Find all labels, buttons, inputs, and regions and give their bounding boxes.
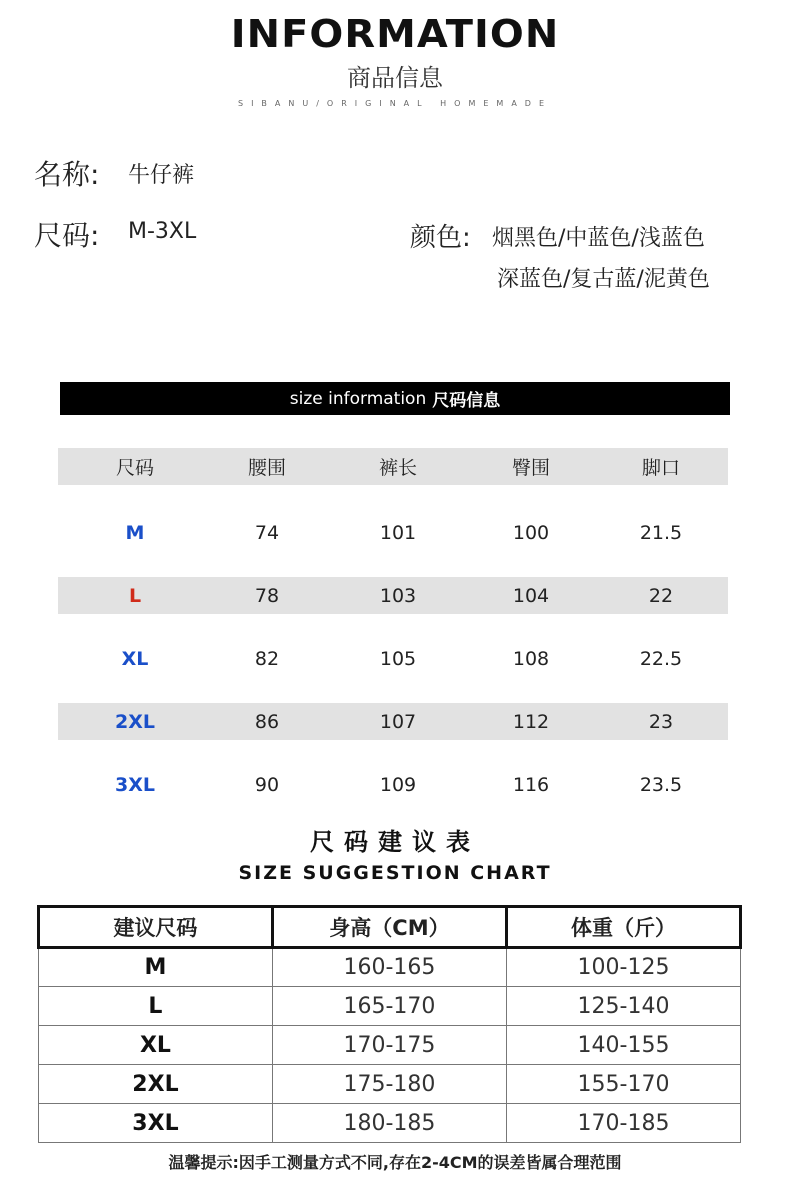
header-hem: 脚口 [641,457,680,479]
weight-cell: 125-140 [506,987,740,1026]
name-value: 牛仔裤 [128,163,195,188]
length-cell: 103 [379,584,417,607]
length-cell: 105 [379,647,417,670]
weight-cell: 170-185 [506,1104,740,1143]
hip-cell: 104 [512,584,550,607]
header-hip: 臀围 [511,457,550,479]
header-length: 裤长 [378,457,417,479]
measurement-header-row [58,448,728,485]
table-row [39,1065,741,1104]
hem-cell: 23.5 [639,773,683,796]
waist-cell: 82 [254,647,280,670]
header-weight: 体重（斤） [506,907,740,948]
waist-cell: 90 [254,773,280,796]
table-row [58,640,728,677]
height-cell: 160-165 [272,948,506,987]
hem-cell: 23 [648,710,674,733]
weight-cell: 100-125 [506,948,740,987]
height-cell: 175-180 [272,1065,506,1104]
hip-cell: 116 [512,773,550,796]
measurement-footnote: 温馨提示:因手工测量方式不同,存在2-4CM的误差皆属合理范围 [168,1153,622,1172]
size-label: 尺码: [34,219,100,252]
size-cell: L [128,584,142,607]
header-height: 身高（CM） [272,907,506,948]
waist-cell: 78 [254,584,280,607]
suggestion-title-cn: 尺码建议表 [310,828,480,856]
page-title: INFORMATION [230,12,560,56]
suggestion-header-row [39,907,741,948]
table-row [39,948,741,987]
size-cell: XL [39,1026,273,1065]
size-information-bar [60,382,730,415]
brand-tagline: SIBANU/ORIGINAL HOMEMADE [237,99,553,108]
table-row [58,766,728,803]
hem-cell: 22.5 [639,647,683,670]
table-row [39,1104,741,1143]
size-cell: M [39,948,273,987]
color-options-line-2: 深蓝色/复古蓝/泥黄色 [497,267,710,292]
hem-cell: 22 [648,584,674,607]
table-row [58,703,728,740]
waist-cell: 86 [254,710,280,733]
height-cell: 165-170 [272,987,506,1026]
header-waist: 腰围 [247,457,286,479]
height-cell: 180-185 [272,1104,506,1143]
hip-cell: 112 [512,710,550,733]
suggestion-table [37,905,742,1143]
table-row [58,577,728,614]
size-cell: 3XL [39,1104,273,1143]
length-cell: 107 [379,710,417,733]
size-cell: L [39,987,273,1026]
size-cell: 3XL [115,773,155,796]
name-label: 名称: [34,158,100,191]
hip-cell: 100 [512,521,550,544]
length-cell: 101 [379,521,417,544]
length-cell: 109 [379,773,417,796]
table-row [39,987,741,1026]
size-value: M-3XL [128,219,197,244]
table-row [58,514,728,551]
size-cell: 2XL [115,710,155,733]
waist-cell: 74 [254,521,280,544]
table-row [39,1026,741,1065]
size-cell: M [125,521,145,544]
height-cell: 170-175 [272,1026,506,1065]
size-bar-text-bold: 尺码信息 [432,391,501,411]
size-cell: XL [121,647,149,670]
suggestion-title-en: SIZE SUGGESTION CHART [238,862,552,884]
weight-cell: 140-155 [506,1026,740,1065]
header-size: 尺码 [115,457,154,479]
size-cell: 2XL [39,1065,273,1104]
hem-cell: 21.5 [639,521,683,544]
header-suggested-size: 建议尺码 [39,907,273,948]
weight-cell: 155-170 [506,1065,740,1104]
color-options-line-1: 烟黑色/中蓝色/浅蓝色 [492,226,705,251]
hip-cell: 108 [512,647,550,670]
page-subtitle: 商品信息 [347,64,443,92]
size-bar-text: size information [289,388,427,409]
color-label: 颜色: [410,223,471,253]
